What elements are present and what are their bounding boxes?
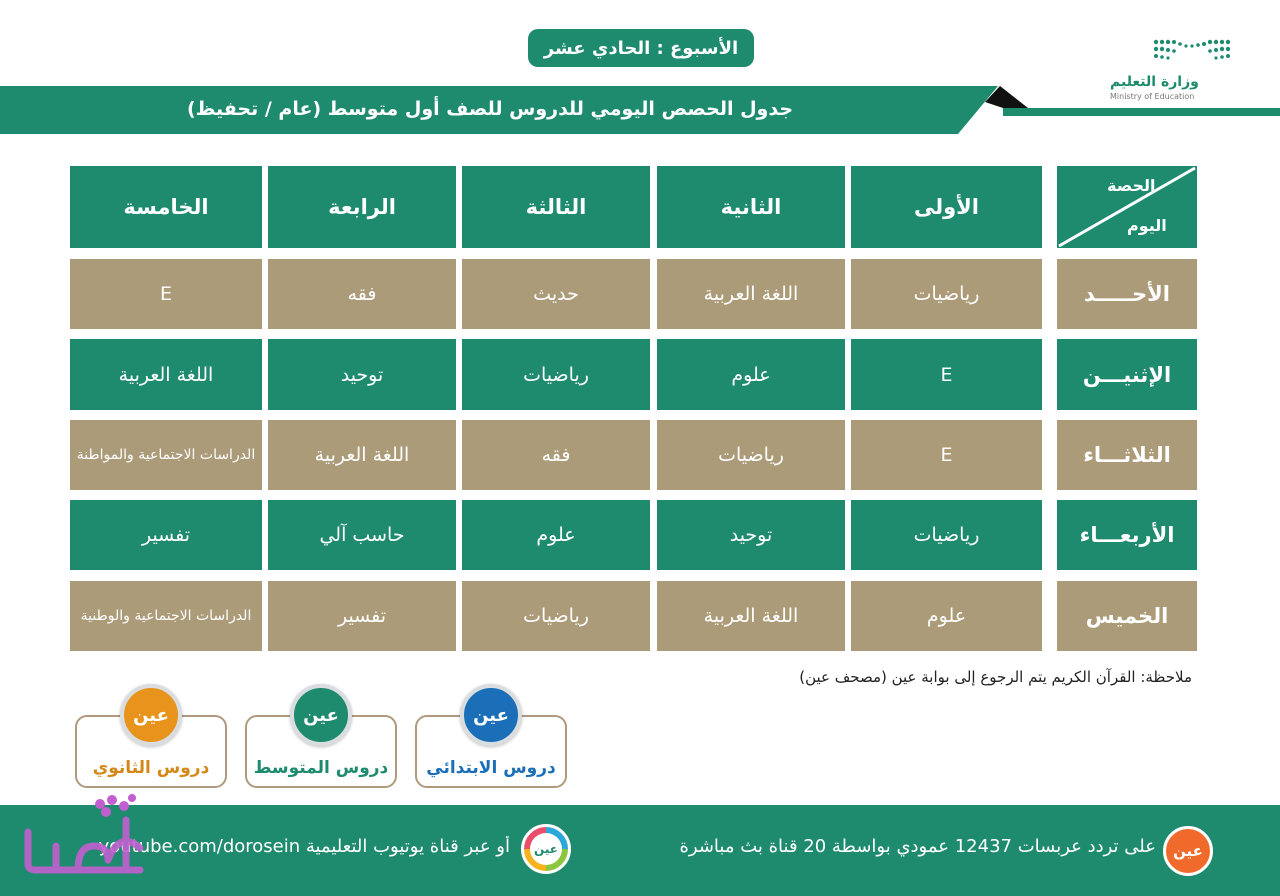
subject-cell: E: [70, 259, 262, 329]
day-label: الخميس: [1057, 581, 1197, 651]
subject-cell: علوم: [851, 581, 1042, 651]
talabna-watermark-icon: [20, 790, 150, 882]
subject-cell: رياضيات: [851, 259, 1042, 329]
subject-cell: حاسب آلي: [268, 500, 456, 570]
ein-colorful-logo-text: عين: [530, 833, 562, 865]
ein-colorful-logo-icon: [521, 824, 571, 874]
subject-cell: الدراسات الاجتماعية والوطنية: [70, 581, 262, 651]
ein-intermediate-logo-icon: عين: [290, 684, 352, 746]
table-corner-header: [1057, 166, 1197, 248]
day-label: الثلاثـــاء: [1057, 420, 1197, 490]
subject-cell: اللغة العربية: [268, 420, 456, 490]
quran-note: ملاحظة: القرآن الكريم يتم الرجوع إلى بوابة عين (مصحف عين): [799, 668, 1192, 686]
subject-cell: E: [851, 339, 1042, 410]
subject-cell: رياضيات: [851, 500, 1042, 570]
schedule-title: جدول الحصص اليومي للدروس للصف أول متوسط (عام / تحفيظ): [186, 98, 794, 120]
subject-cell: تفسير: [268, 581, 456, 651]
ein-secondary-logo-icon: عين: [120, 684, 182, 746]
channel-label-intermediate: دروس المتوسط: [253, 758, 389, 778]
logo-dots-icon: [1152, 36, 1238, 66]
corner-period-label: الحصة: [1107, 176, 1156, 195]
ministry-name-ar: وزارة التعليم: [1110, 74, 1199, 90]
subject-cell: توحيد: [657, 500, 845, 570]
ministry-name-en: Ministry of Education: [1110, 92, 1195, 101]
period-header: الثانية: [657, 166, 845, 248]
period-header: الأولى: [851, 166, 1042, 248]
day-label: الأربعـــاء: [1057, 500, 1197, 570]
subject-cell: رياضيات: [657, 420, 845, 490]
channel-label-secondary: دروس الثانوي: [92, 758, 210, 778]
subject-cell: فقه: [268, 259, 456, 329]
period-header: الخامسة: [70, 166, 262, 248]
subject-cell: الدراسات الاجتماعية والمواطنة: [70, 420, 262, 490]
subject-cell: رياضيات: [462, 339, 650, 410]
week-label: الأسبوع : الحادي عشر: [528, 29, 754, 67]
corner-day-label: اليوم: [1127, 216, 1167, 235]
ein-orange-logo-icon: عين: [1163, 826, 1213, 876]
youtube-link[interactable]: أو عبر قناة يوتيوب التعليمية youtube.com/dorosein: [98, 836, 510, 857]
subject-cell: E: [851, 420, 1042, 490]
period-header: الرابعة: [268, 166, 456, 248]
channel-label-primary: دروس الابتدائي: [426, 758, 556, 778]
subject-cell: رياضيات: [462, 581, 650, 651]
broadcast-info: على تردد عربسات 12437 عمودي بواسطة 20 قناة بث مباشرة: [679, 836, 1156, 857]
day-label: الإثنيـــن: [1057, 339, 1197, 410]
day-label: الأحـــــد: [1057, 259, 1197, 329]
period-header: الثالثة: [462, 166, 650, 248]
subject-cell: توحيد: [268, 339, 456, 410]
subject-cell: اللغة العربية: [657, 581, 845, 651]
subject-cell: فقه: [462, 420, 650, 490]
subject-cell: اللغة العربية: [70, 339, 262, 410]
subject-cell: اللغة العربية: [657, 259, 845, 329]
subject-cell: حديث: [462, 259, 650, 329]
subject-cell: علوم: [462, 500, 650, 570]
subject-cell: علوم: [657, 339, 845, 410]
subject-cell: تفسير: [70, 500, 262, 570]
ein-primary-logo-icon: عين: [460, 684, 522, 746]
